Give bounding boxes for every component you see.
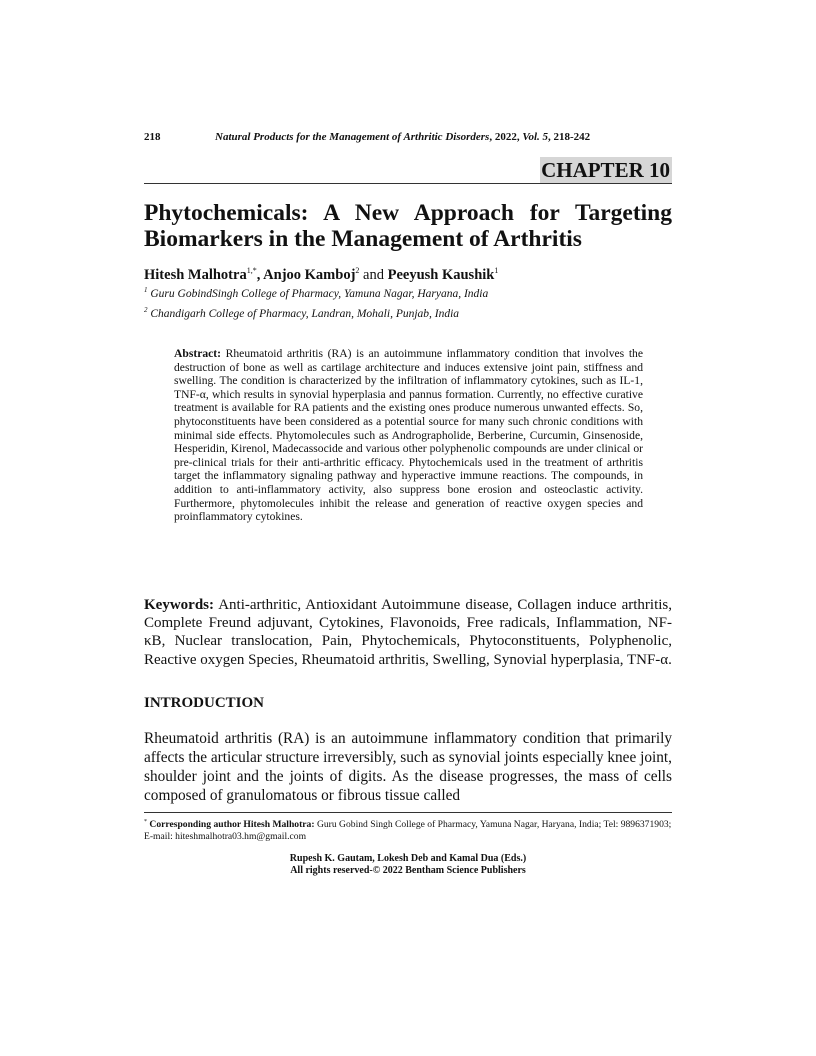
affiliation-text: Guru GobindSingh College of Pharmacy, Yamuna Nagar, Haryana, India <box>147 287 489 300</box>
affiliation-text: Chandigarh College of Pharmacy, Landran, Mohali, Punjab, India <box>147 307 460 320</box>
introduction-paragraph: Rheumatoid arthritis (RA) is an autoimmune inflammatory condition that primarily affects the articular structure irreversibly, such as synovial joints especially knee joint, shoulder joint and the joints of digits. As the disease progresses, the mass of cells composed of granulomatous or fibrous tissue called <box>144 730 672 804</box>
footnote-label: Corresponding author Hitesh Malhotra: <box>147 819 315 831</box>
journal-pages: , 218-242 <box>548 131 591 143</box>
footnote-text: Guru Gobind Singh College of Pharmacy, Yamuna Nagar, Haryana, India; Tel: 9896371903; E-mail: hiteshmalhotra03.hm@gmail.com <box>144 819 672 842</box>
author-separator: , <box>256 266 264 283</box>
author-name: Peeyush Kaushik <box>387 266 495 283</box>
affiliation <box>144 306 672 320</box>
journal-title-line <box>215 131 590 143</box>
author-affil-marker: 2 <box>355 266 360 275</box>
journal-year: , 2022, <box>489 131 523 143</box>
affiliation-marker: 1 <box>144 286 148 294</box>
page-number: 218 <box>144 131 161 143</box>
article-title: Phytochemicals: A New Approach for Targeting Biomarkers in the Management of Arthritis <box>144 200 672 252</box>
author-affil-marker: 1 <box>494 266 499 275</box>
author-name: Anjoo Kamboj <box>263 266 356 283</box>
abstract-text: Rheumatoid arthritis (RA) is an autoimmune inflammatory condition that involves the destruction of bone as well as cartilage architecture and induces extensive joint pain, stiffness and swelling. The condition is characterized by the infiltration of inflammatory cytokines, such as IL-1, TNF-α, which results in synovial hyperplasia and pannus formation. Currently, no effective curative treatment is available for RA patients and the existing ones produce numerous unwanted effects. So, phytoconstituents have been considered as a potential source for many such chronic conditions with minimal side effects. Phytomolecules such as Andrographolide, Berberine, Curcumin, Ginsenoside, Hesperidin, Kirenol, Madecassocide and various other polyphenolic compounds are under clinical or pre-clinical trials for their anti-arthritic efficacy. Phytochemicals used in the treatment of arthritis target the inflammatory signaling pathway and hyperactive immune reactions. The compounds, in addition to anti-inflammatory activity, also suppress bone erosion and osteoclastic activity. Furthermore, phytomolecules inhibit the release and generation of reactive oxygen species and proinflammatory cytokines. <box>174 347 643 524</box>
journal-title: Natural Products for the Management of Arthritic Disorders <box>215 131 490 143</box>
authors-line <box>144 262 672 284</box>
author-separator: and <box>359 266 388 283</box>
editors-line: Rupesh K. Gautam, Lokesh Deb and Kamal Dua (Eds.) <box>289 853 527 864</box>
keywords <box>144 596 672 669</box>
keywords-text: Anti-arthritic, Antioxidant Autoimmune disease, Collagen induce arthritis, Complete Freund adjuvant, Cytokines, Flavonoids, Free radicals, Inflammation, NF-κB, Nuclear translocation, Pain, Phytochemicals, Phytoconstituents, Polyphenolic, Reactive oxygen Species, Rheumatoid arthritis, Swelling, Synovial hyperplasia, TNF-α. <box>144 597 672 668</box>
header-rule <box>144 183 672 184</box>
keywords-label: Keywords: <box>144 597 214 613</box>
publisher-block <box>144 853 672 877</box>
footnote-marker: * <box>144 819 147 825</box>
affiliation-marker: 2 <box>144 306 148 314</box>
affiliation <box>144 286 672 300</box>
abstract <box>174 347 643 524</box>
corresponding-author-footnote <box>144 817 672 842</box>
author-name: Hitesh Malhotra <box>144 266 247 283</box>
chapter-label: CHAPTER 10 <box>541 158 670 182</box>
rights-line: All rights reserved-© 2022 Bentham Science Publishers <box>290 865 526 876</box>
footnote-rule <box>144 812 672 813</box>
abstract-label: Abstract: <box>174 347 222 360</box>
author-affil-marker: 1,* <box>246 266 257 275</box>
section-heading: INTRODUCTION <box>144 695 265 711</box>
journal-volume: Vol. 5 <box>522 131 549 143</box>
